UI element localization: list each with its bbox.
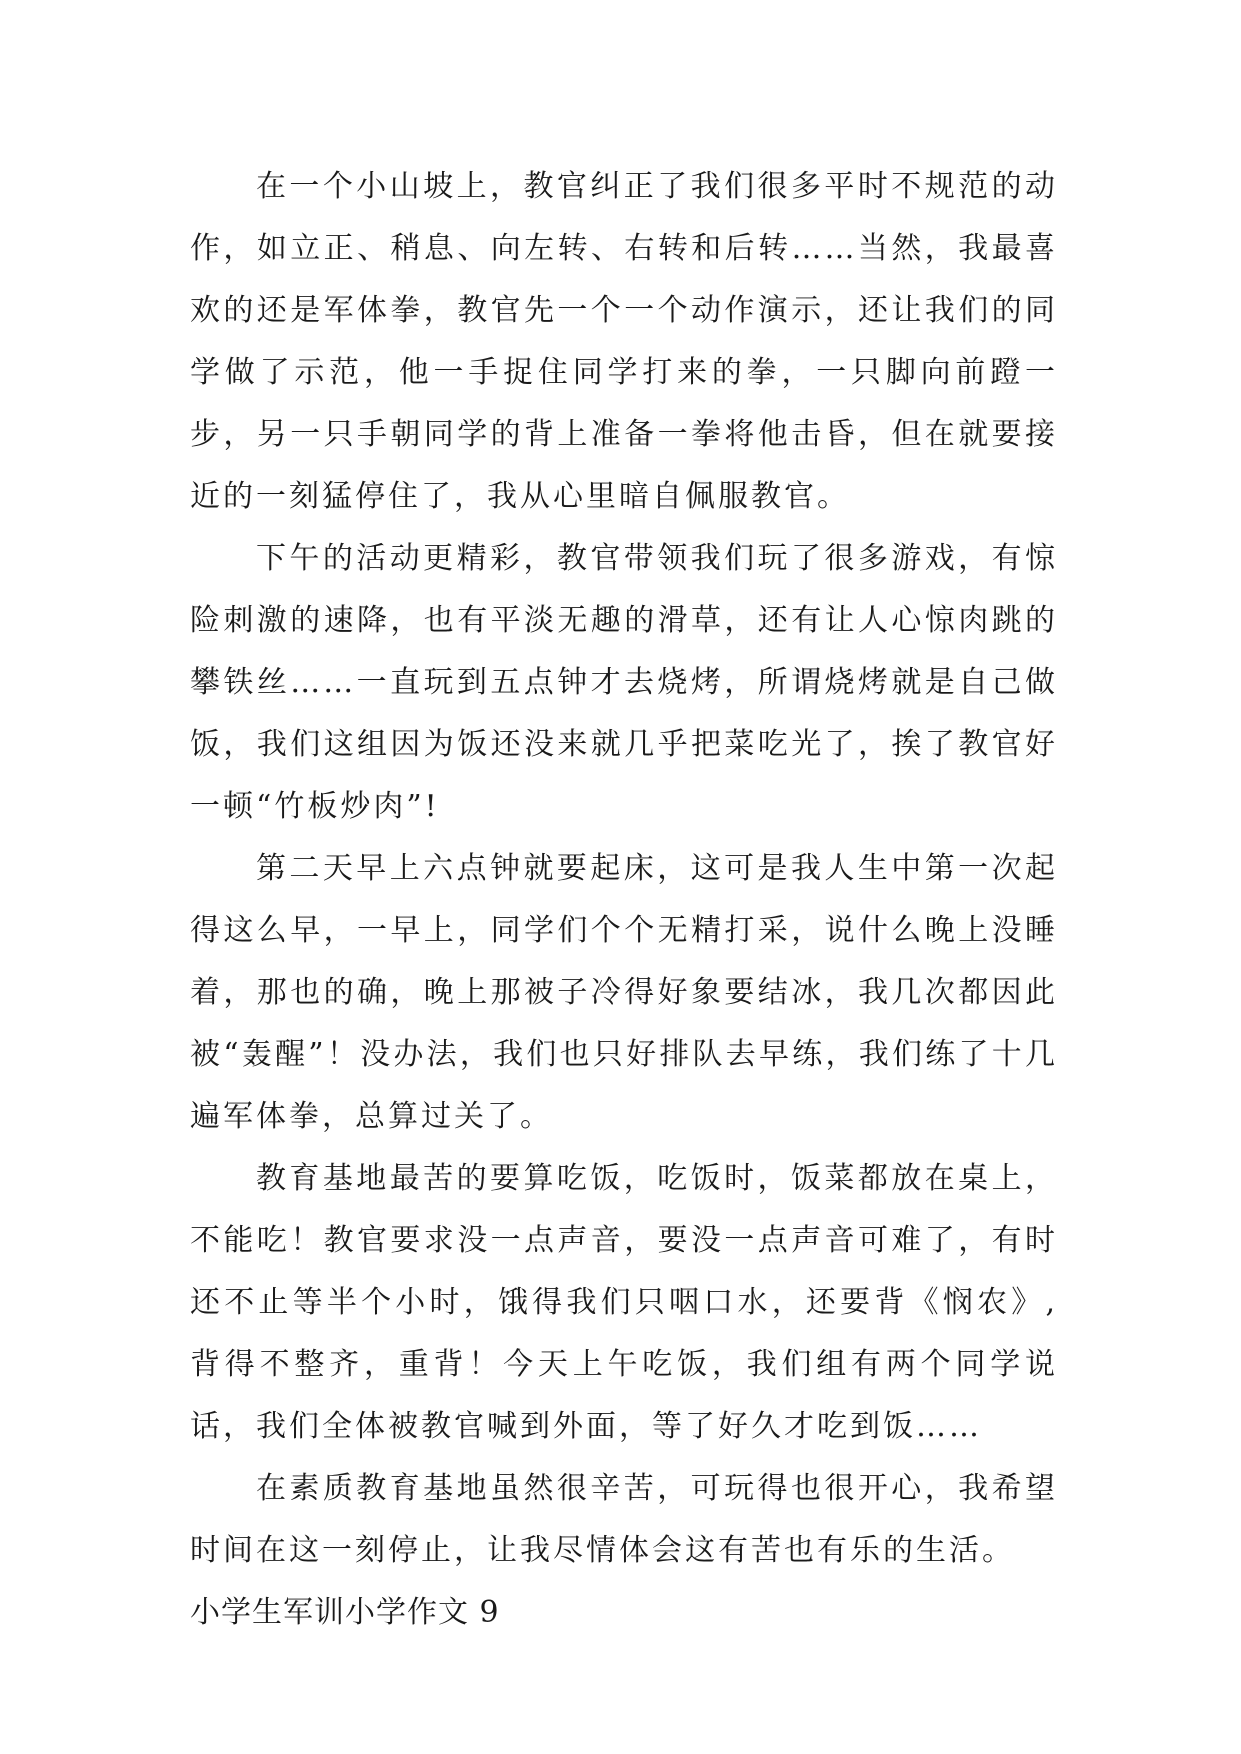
- paragraph-1: 在一个小山坡上，教官纠正了我们很多平时不规范的动作，如立正、稍息、向左转、右转和后转……当然，我最喜欢的还是军体拳，教官先一个一个动作演示，还让我们的同学做了示范，他一手捉住同学打来的拳，一只脚向前蹬一步，另一只手朝同学的背上准备一拳将他击昏，但在就要接近的一刻猛停住了，我从心里暗自佩服教官。: [190, 169, 1058, 514]
- paragraph-5: 在素质教育基地虽然很辛苦，可玩得也很开心，我希望时间在这一刻停止，让我尽情体会这有苦也有乐的生活。: [190, 1471, 1058, 1568]
- section-heading: 小学生军训小学作文 9: [190, 1595, 500, 1630]
- document-body: [190, 156, 1058, 1644]
- paragraph-3: 第二天早上六点钟就要起床，这可是我人生中第一次起得这么早，一早上，同学们个个无精打采，说什么晚上没睡着，那也的确，晚上那被子冷得好象要结冰，我几次都因此被“轰醒”！没办法，我们也只好排队去早练，我们练了十几遍军体拳，总算过关了。: [190, 851, 1058, 1134]
- paragraph-4: 教育基地最苦的要算吃饭，吃饭时，饭菜都放在桌上，不能吃！教官要求没一点声音，要没一点声音可难了，有时还不止等半个小时，饿得我们只咽口水，还要背《悯农》,背得不整齐，重背！今天上午吃饭，我们组有两个同学说话，我们全体被教官喊到外面，等了好久才吃到饭……: [190, 1161, 1058, 1444]
- paragraph-2: 下午的活动更精彩，教官带领我们玩了很多游戏，有惊险刺激的速降，也有平淡无趣的滑草，还有让人心惊肉跳的攀铁丝……一直玩到五点钟才去烧烤，所谓烧烤就是自己做饭，我们这组因为饭还没来就几乎把菜吃光了，挨了教官好一顿“竹板炒肉”!: [190, 541, 1058, 824]
